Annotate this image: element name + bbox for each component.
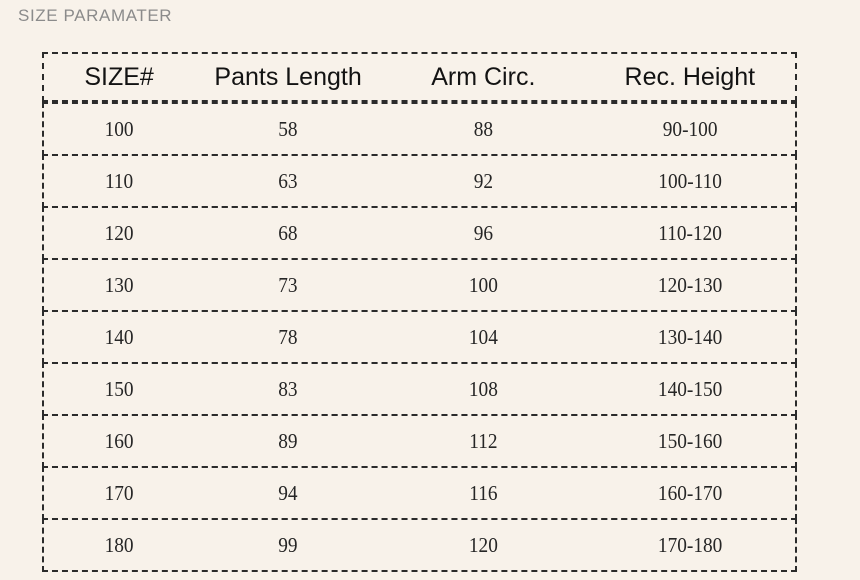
table-body: [42, 102, 797, 572]
table-row: [42, 258, 797, 312]
table-cell: 78: [278, 324, 298, 349]
table-cell: 112: [469, 428, 498, 453]
table-cell: 130-140: [657, 324, 723, 349]
table-cell: 160: [104, 428, 134, 453]
table-cell: 170: [104, 480, 134, 505]
table-cell: 180: [104, 532, 134, 557]
table-cell: 58: [278, 116, 298, 141]
table-cell: 170-180: [657, 532, 723, 557]
table-cell: 116: [469, 480, 498, 505]
table-cell: 63: [278, 168, 298, 193]
header-cell-size: SIZE#: [84, 62, 154, 91]
table-cell: 100: [468, 272, 498, 297]
table-cell: 89: [278, 428, 298, 453]
table-cell: 120-130: [657, 272, 723, 297]
header-cell-pants-length: Pants Length: [214, 62, 362, 91]
table-cell: 88: [473, 116, 493, 141]
table-cell: 100-110: [657, 168, 722, 193]
table-row: [42, 154, 797, 208]
table-row: [42, 466, 797, 520]
table-cell: 100: [104, 116, 134, 141]
table-cell: 96: [473, 220, 493, 245]
table-cell: 150: [104, 376, 134, 401]
table-cell: 140-150: [657, 376, 723, 401]
page-title: SIZE PARAMATER: [18, 6, 173, 25]
table-cell: 108: [468, 376, 498, 401]
table-cell: 104: [468, 324, 498, 349]
table-cell: 150-160: [657, 428, 723, 453]
header-cell-rec-height: Rec. Height: [624, 62, 756, 91]
table-row: [42, 206, 797, 260]
table-cell: 130: [104, 272, 134, 297]
table-cell: 160-170: [657, 480, 723, 505]
table-cell: 140: [104, 324, 134, 349]
table-row: [42, 362, 797, 416]
table-row: [42, 414, 797, 468]
table-cell: 92: [473, 168, 493, 193]
table-cell: 110: [104, 168, 134, 193]
table-cell: 73: [278, 272, 298, 297]
table-cell: 120: [104, 220, 134, 245]
table-cell: 110-120: [657, 220, 722, 245]
table-header-row: [42, 52, 797, 102]
table-cell: 94: [278, 480, 298, 505]
table-row: [42, 102, 797, 156]
table-row: [42, 518, 797, 572]
table-row: [42, 310, 797, 364]
table-cell: 68: [278, 220, 298, 245]
table-cell: 120: [468, 532, 498, 557]
table-cell: 90-100: [662, 116, 718, 141]
header-cell-arm-circ: Arm Circ.: [431, 62, 536, 91]
size-table: [42, 52, 797, 572]
table-cell: 83: [278, 376, 298, 401]
table-cell: 99: [278, 532, 298, 557]
